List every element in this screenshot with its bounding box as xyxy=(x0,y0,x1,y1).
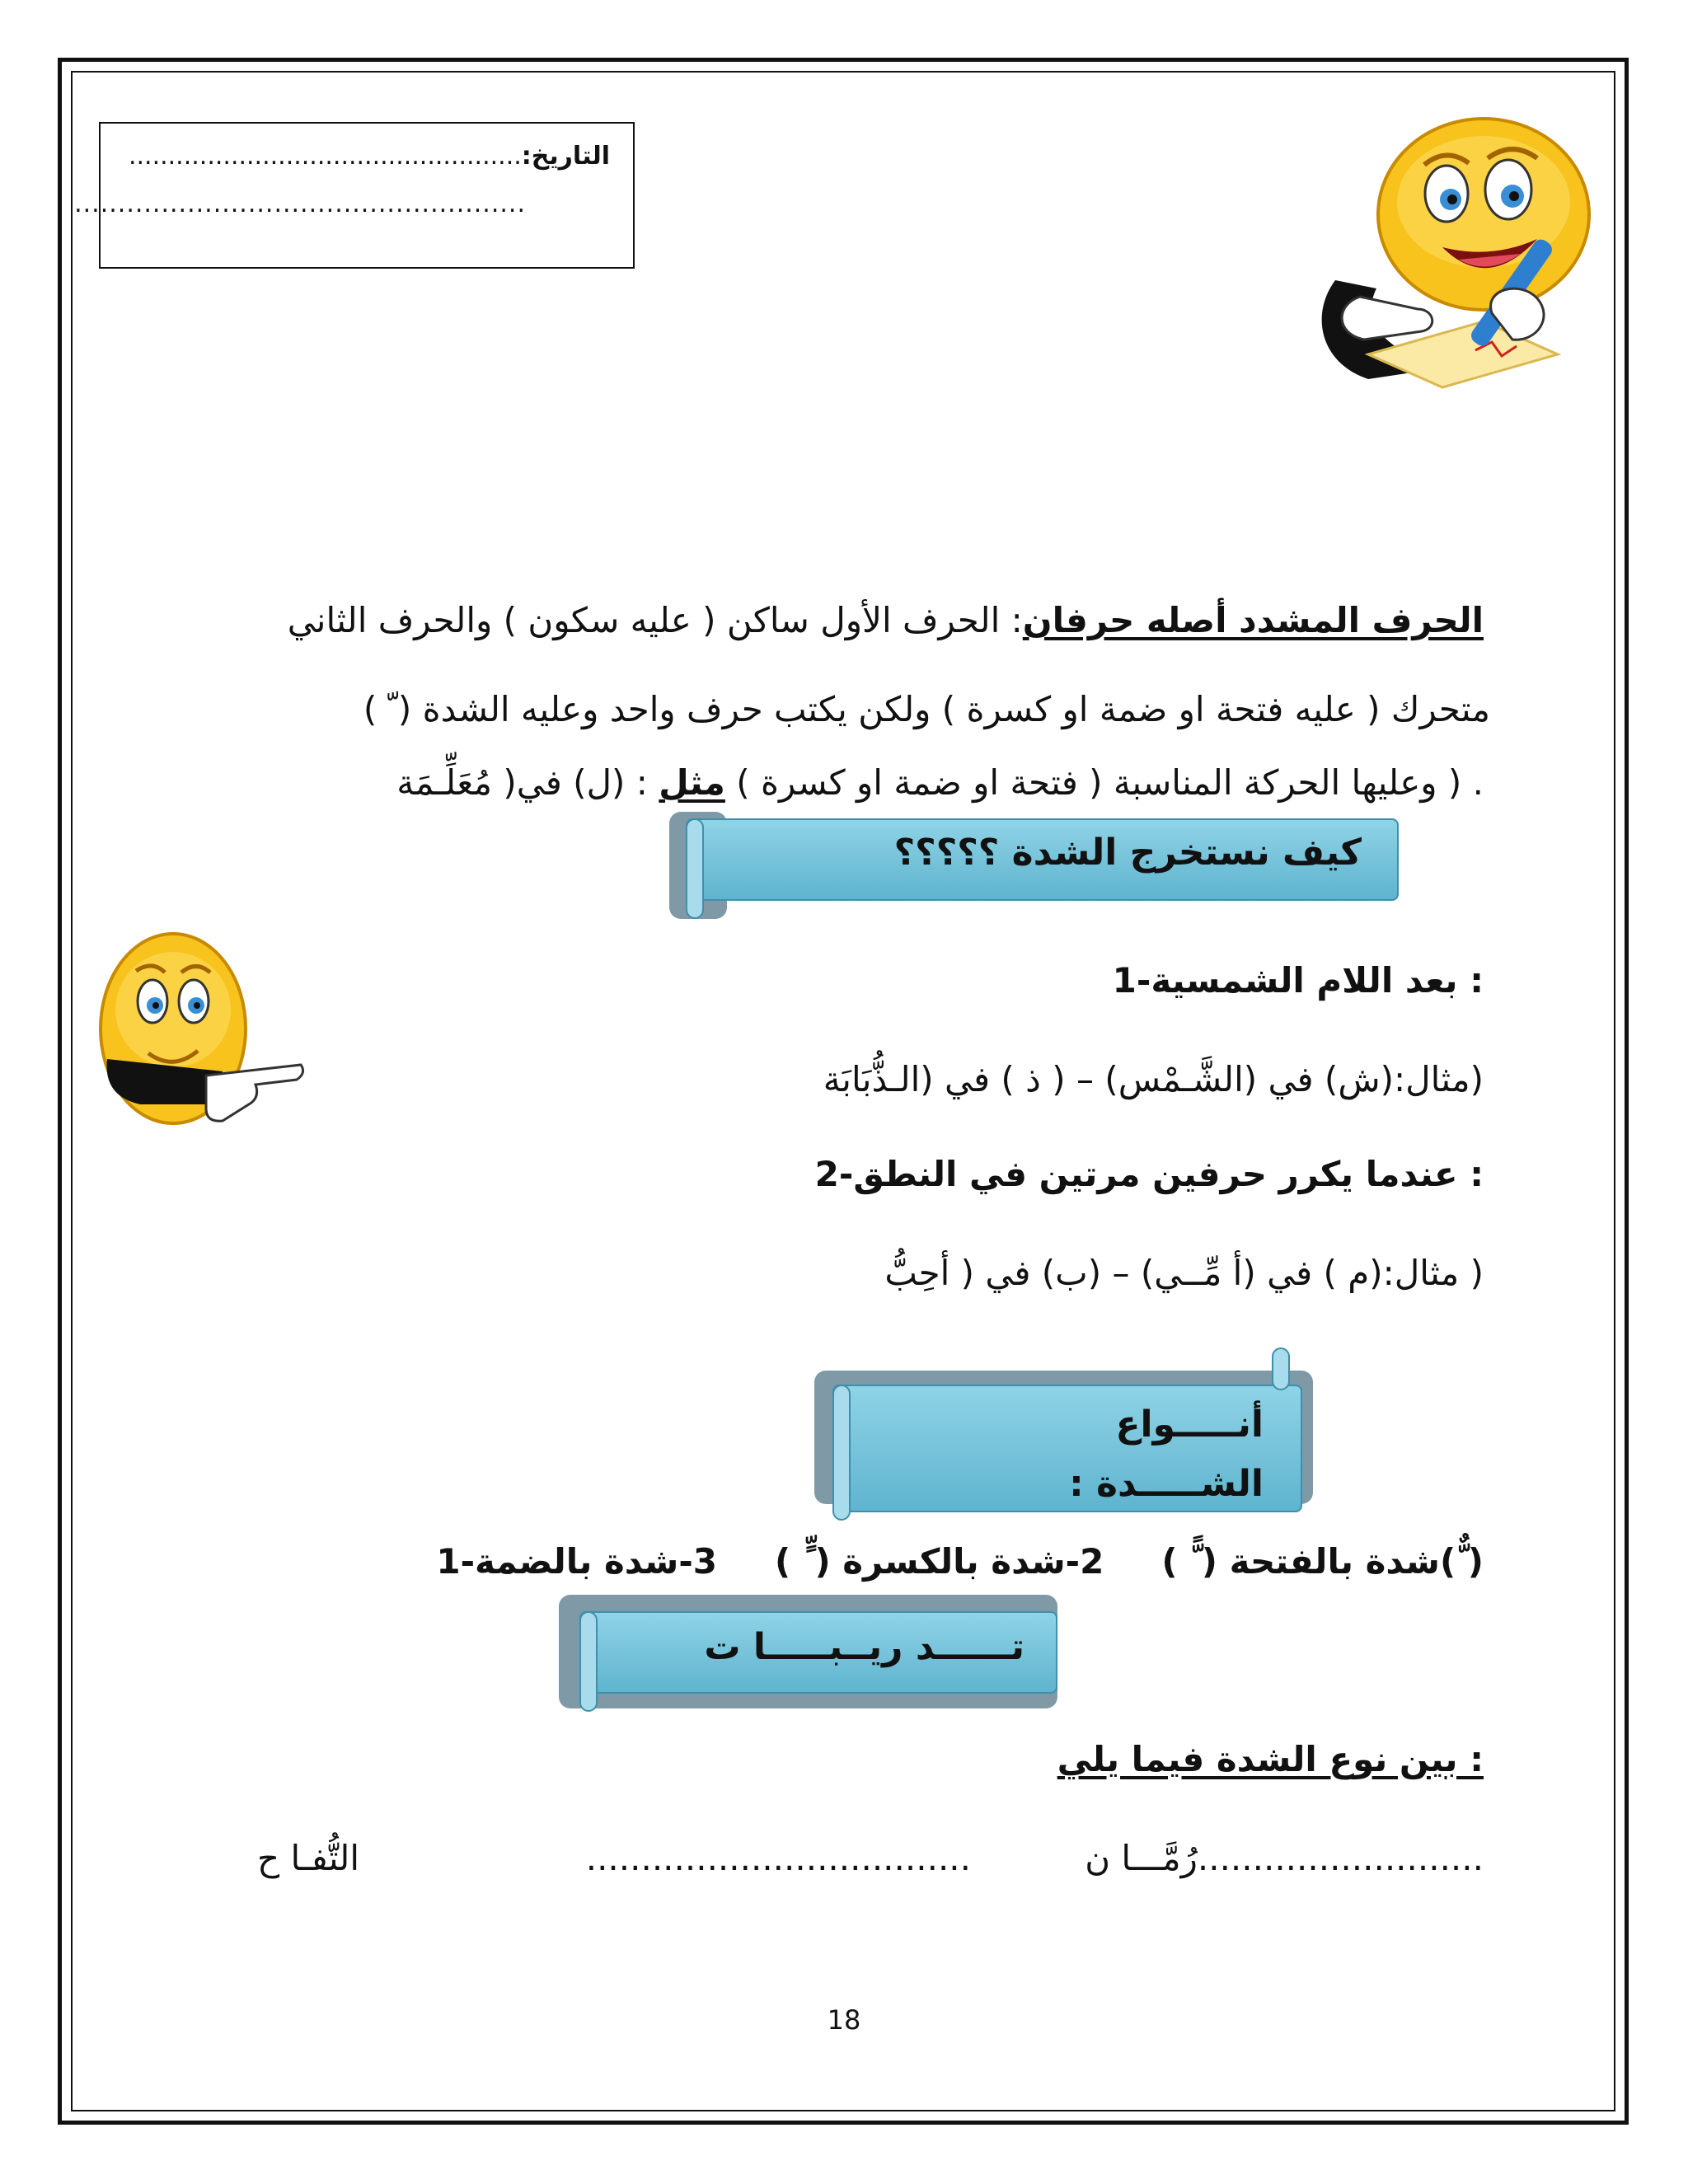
shadda-type-marker: ( ٌّ) xyxy=(1439,1541,1484,1582)
definition-line-3 xyxy=(396,762,1484,804)
date-line xyxy=(129,142,610,171)
rule-2: : عندما يكرر حرفين مرتين في النطق-2 xyxy=(814,1154,1484,1194)
exercise-item-3: التُّفـا ح xyxy=(257,1838,359,1878)
definition-line-3-part2: : (ل) في( مُعَلِّـمَة xyxy=(396,762,648,803)
definition-line-3-part1: . ( وعليها الحركة المناسبة ( فتحة او ضمة او كسرة ) xyxy=(736,762,1484,803)
date-second-line: .................................................... xyxy=(74,190,526,218)
types-banner xyxy=(814,1347,1313,1525)
rule-2-example: ( مثال:(م ) في (أ مِّــي) – (ب) في ( أحِبُّ xyxy=(884,1253,1484,1293)
pointing-emoji-icon xyxy=(91,931,313,1154)
shadda-type-2: 2-شدة بالكسرة ( ٍّ ) xyxy=(775,1541,1104,1582)
date-dots: .................................................. xyxy=(128,142,522,171)
date-box xyxy=(74,122,635,269)
definition-line-2: متحرك ( عليه فتحة او ضمة او كسرة ) ولكن يكتب حرف واحد وعليه الشدة ( ّ ) xyxy=(363,689,1490,729)
exercise-instruction: : بين نوع الشدة فيما يلي xyxy=(1057,1739,1484,1779)
rule-1: : بعد اللام الشمسية-1 xyxy=(1112,960,1484,1001)
shadda-types-line xyxy=(436,1541,1484,1582)
exercises-banner-title: تــــــد ريــبـــــا ت xyxy=(704,1626,1025,1668)
date-label: التاريخ: xyxy=(521,142,610,171)
types-banner-line-1: أنـــــواع xyxy=(1115,1404,1264,1446)
exercise-item-1: ..........................رُمَّـــا ن xyxy=(1085,1838,1484,1878)
how-banner xyxy=(669,812,1399,927)
rule-1-example: (مثال:(ش) في (الشَّـمْس) – ( ذ ) في (الـذُّبَابَة xyxy=(823,1059,1484,1099)
types-banner-line-2: الشـــــدة : xyxy=(1069,1463,1264,1505)
writing-emoji-icon xyxy=(1286,115,1599,396)
definition-term: الحرف المشدد أصله حرفان xyxy=(1022,600,1484,640)
shadda-type-1: شدة بالفتحة ( ًّ ) xyxy=(1161,1541,1440,1582)
page-number: 18 xyxy=(827,2004,861,2036)
definition-line-1 xyxy=(288,600,1484,641)
how-banner-title: كيف نستخرج الشدة ؟؟؟؟؟ xyxy=(893,832,1362,874)
shadda-type-3: 3-شدة بالضمة-1 xyxy=(436,1541,717,1582)
definition-line-1-rest: : الحرف الأول ساكن ( عليه سكون ) والحرف الثاني xyxy=(287,600,1023,640)
exercises-banner xyxy=(559,1595,1057,1739)
example-label: مثل xyxy=(659,762,725,803)
exercise-item-2: ................................... xyxy=(585,1838,971,1878)
